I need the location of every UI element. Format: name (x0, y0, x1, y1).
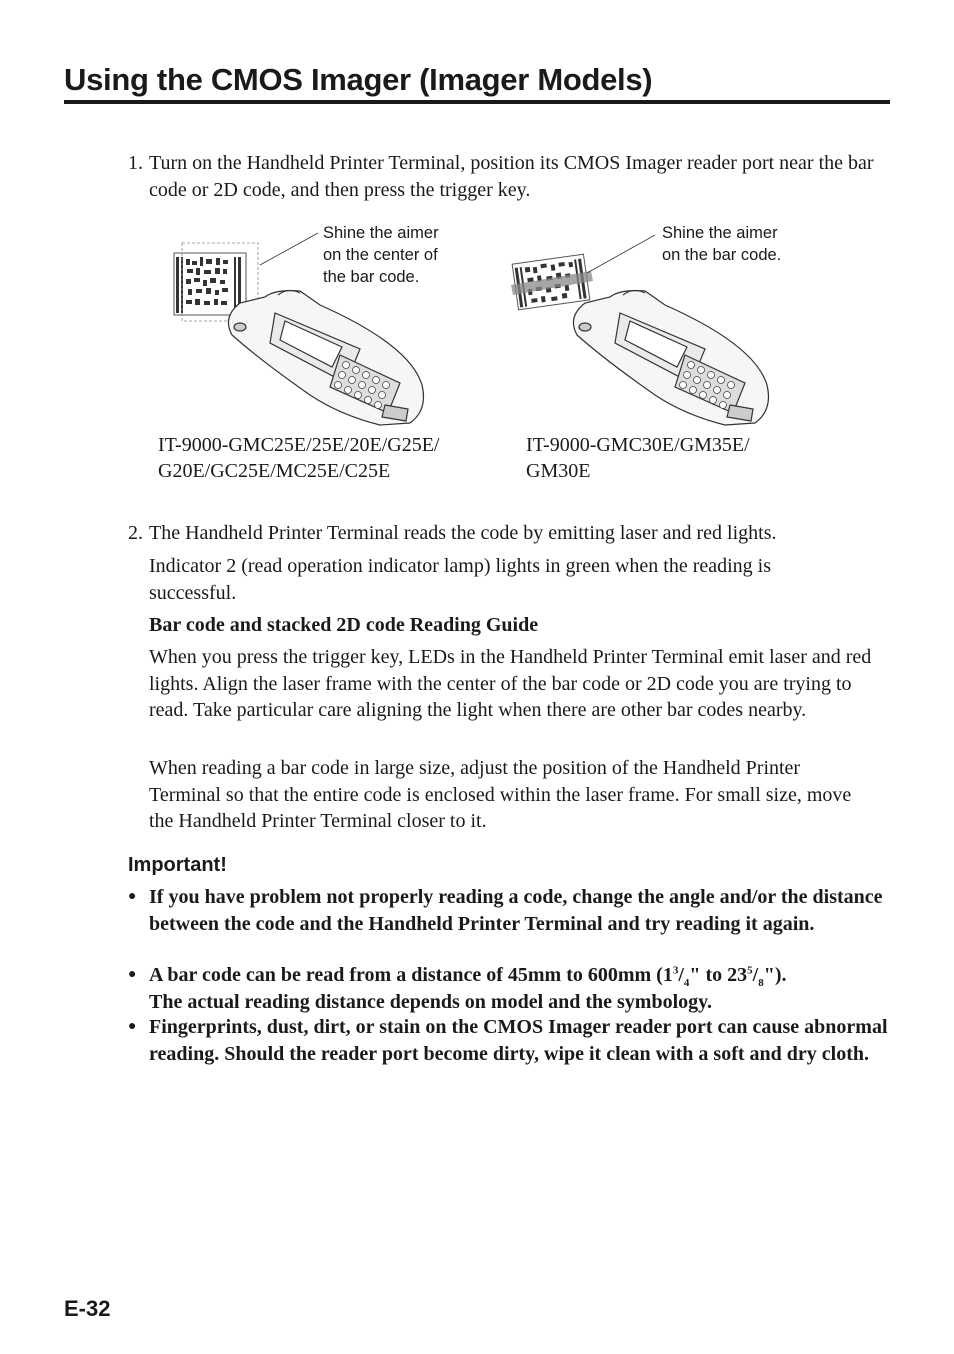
fraction-2-numerator: 5 (747, 964, 753, 977)
important-heading: Important! (128, 854, 227, 876)
important-item-1: If you have problem not properly reading a code, change the angle and/or the distance between the code and the Handheld Printer Terminal and try reading it again. (149, 886, 883, 935)
reading-guide-paragraph-1: When you press the trigger key, LEDs in the Handheld Printer Terminal emit laser and red lights. Align the laser frame with the center of the bar code or 2D code you are trying to read. Take particular care aligning the light when there are other bar codes nearby. (149, 646, 872, 721)
step-1-number: 1. (128, 152, 143, 174)
callout-left-line-2: on the center of (323, 246, 438, 264)
callout-left-line-3: the bar code. (323, 268, 420, 286)
bullet-icon: ● (128, 889, 137, 904)
fraction-1-numerator: 3 (672, 964, 679, 977)
reading-distance-note: The actual reading distance depends on model and the symbology. (149, 990, 713, 1013)
model-caption-left-line-1: IT-9000-GMC25E/25E/20E/G25E/ (158, 434, 440, 456)
model-caption-right-line-2: GM30E (526, 460, 591, 482)
callout-right-line-1: Shine the aimer (662, 224, 778, 242)
bullet-icon: ● (128, 967, 137, 982)
callout-right-line-2: on the bar code. (662, 246, 782, 264)
bullet-icon: ● (128, 1019, 137, 1034)
distance-text-prefix: A bar code can be read from a distance of 45mm to 600mm (1 (149, 964, 673, 986)
fraction-2-denominator: 8 (758, 977, 764, 989)
indicator-text: Indicator 2 (read operation indicator lamp) lights in green when the reading is successful. (149, 555, 772, 604)
step-2-text: The Handheld Printer Terminal reads the code by emitting laser and red lights. (149, 522, 777, 544)
model-caption-left-line-2: G20E/GC25E/MC25E/C25E (158, 460, 391, 482)
model-caption-right-line-1: IT-9000-GMC30E/GM35E/ (526, 434, 750, 456)
handheld-terminal-right (573, 290, 768, 425)
reading-guide-heading: Bar code and stacked 2D code Reading Guide (149, 614, 539, 636)
title-rule (64, 100, 890, 104)
handheld-terminal-left (228, 290, 423, 425)
callout-leader-left (260, 233, 318, 265)
distance-text-suffix: "). (763, 964, 787, 986)
reading-guide-paragraph-2: When reading a bar code in large size, adjust the position of the Handheld Printer Terminal so that the entire code is enclosed within the laser frame. For small size, move the Handheld Printer Terminal closer to it. (149, 757, 852, 832)
distance-text-middle: " to 23 (689, 964, 748, 986)
important-item-3: Fingerprints, dust, dirt, or stain on the CMOS Imager reader port can cause abnormal reading. Should the reader port become dirty, wipe it clean with a soft and dry cloth. (149, 1016, 888, 1065)
page-number: E-32 (64, 1296, 111, 1321)
step-1-text: Turn on the Handheld Printer Terminal, position its CMOS Imager reader port near the bar code or 2D code, and then press the trigger key. (149, 152, 874, 201)
callout-leader-right (587, 235, 655, 273)
2d-code-right (511, 254, 593, 310)
page-title: Using the CMOS Imager (Imager Models) (64, 62, 653, 97)
step-2-number: 2. (128, 522, 143, 544)
callout-left-line-1: Shine the aimer (323, 224, 439, 242)
fraction-1-denominator: 4 (683, 977, 690, 989)
important-item-2: A bar code can be read from a distance of 45mm to 600mm ($1^3/_4$" to $23^5/_8$"). The actual reading distance depends on model and the symbology. (149, 964, 787, 1013)
